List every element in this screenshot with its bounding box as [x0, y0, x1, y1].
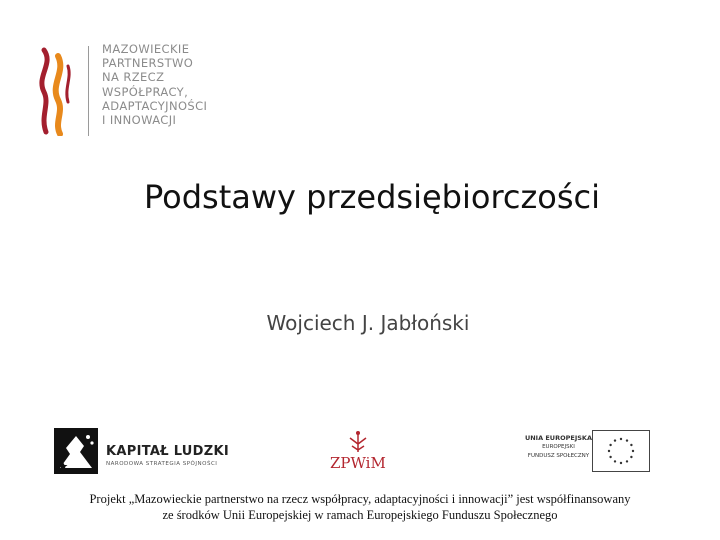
mazowieckie-partnerstwo-logo — [28, 36, 258, 146]
kapital-ludzki-name: KAPITAŁ LUDZKI — [106, 444, 229, 459]
logo-line: MAZOWIECKIE — [102, 42, 190, 56]
eu-text — [525, 434, 592, 461]
footer-line: ze środków Unii Europejskiej w ramach Europejskiego Funduszu Społecznego — [162, 508, 558, 522]
kapital-ludzki-subtitle: NARODOWA STRATEGIA SPÓJNOŚCI — [106, 461, 218, 467]
eu-efs-logo — [508, 430, 650, 472]
eu-line: EUROPEJSKI — [542, 444, 575, 450]
footer-line: Projekt „Mazowieckie partnerstwo na rzecz współpracy, adaptacyjności i innowacji” jest współfinansowany — [89, 492, 631, 506]
footer-note — [0, 491, 720, 523]
zpwim-logo — [330, 430, 386, 476]
logo-line: I INNOWACJI — [102, 113, 177, 128]
logo-text — [102, 42, 262, 127]
kapital-ludzki-logo — [54, 428, 244, 476]
logo-divider — [88, 46, 89, 136]
zpwim-emblem-icon — [330, 430, 386, 454]
logo-line: PARTNERSTWO — [102, 56, 194, 71]
logo-line: NA RZECZ — [102, 70, 165, 85]
flame-logo-icon — [34, 46, 74, 136]
logo-line: ADAPTACYJNOŚCI — [102, 98, 208, 113]
kapital-ludzki-mark-icon — [54, 428, 98, 474]
zpwim-name: ZPWiM — [330, 454, 386, 472]
eu-line: UNIA EUROPEJSKA — [524, 434, 592, 442]
logo-line: WSPÓŁPRACY, — [102, 84, 189, 99]
slide-author: Wojciech J. Jabłoński — [266, 311, 470, 335]
eu-flag-icon — [592, 430, 650, 472]
slide-title: Podstawy przedsiębiorczości — [143, 178, 601, 216]
eu-line: FUNDUSZ SPOŁECZNY — [527, 453, 590, 459]
